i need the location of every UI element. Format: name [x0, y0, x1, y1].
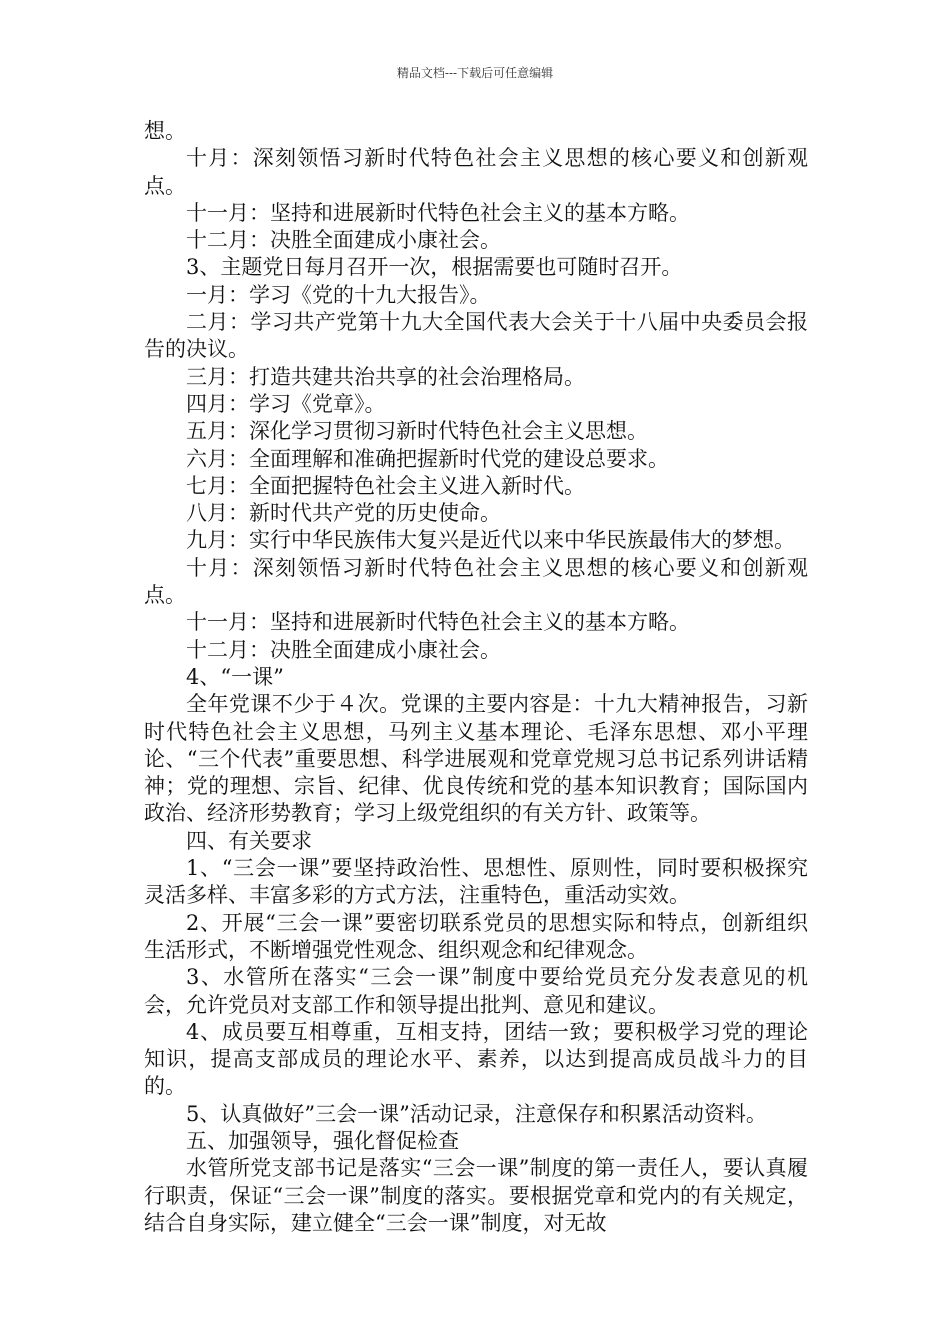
paragraph: 全年党课不少于４次。党课的主要内容是：十九大精神报告，习新时代特色社会主义思想，马列主义基本理论、毛泽东思想、邓小平理论、“三个代表”重要思想、科学进展观和党章党规习总书记系列讲话精神；党的理想、宗旨、纪律、优良传统和党的基本知识教育；国际国内政治、经济形势教育；学习上级党组织的有关方针、政策等。	[144, 692, 808, 826]
paragraph: 四、有关要求	[186, 828, 312, 853]
paragraph: 十月：深刻领悟习新时代特色社会主义思想的核心要义和创新观点。	[144, 555, 808, 608]
paragraph: 七月：全面把握特色社会主义进入新时代。	[186, 473, 585, 498]
paragraph: 十二月：决胜全面建成小康社会。	[186, 228, 501, 253]
paragraph: 3、主题党日每月召开一次，根据需要也可随时召开。	[186, 255, 683, 280]
paragraph: 4、成员要互相尊重，互相支持，团结一致；要积极学习党的理论知识，提高支部成员的理论水平、素养，以达到提高成员战斗力的目的。	[144, 1019, 808, 1099]
paragraph: 五月：深化学习贯彻习新时代特色社会主义思想。	[186, 419, 648, 444]
paragraph: 水管所党支部书记是落实“三会一课”制度的第一责任人，要认真履行职责，保证“三会一课”制度的落实。要根据党章和党内的有关规定，结合自身实际，建立健全“三会一课”制度，对无故	[144, 1156, 808, 1235]
document-body	[144, 118, 808, 1237]
paragraph: 想。	[144, 119, 186, 143]
paragraph: 十一月：坚持和进展新时代特色社会主义的基本方略。	[186, 610, 690, 635]
paragraph: 九月：实行中华民族伟大复兴是近代以来中华民族最伟大的梦想。	[186, 528, 795, 553]
paragraph: 4、“一课”	[186, 664, 284, 689]
paragraph: 十月：深刻领悟习新时代特色社会主义思想的核心要义和创新观点。	[144, 146, 808, 198]
paragraph: 二月：学习共产党第十九大全国代表大会关于十八届中央委员会报告的决议。	[144, 310, 808, 362]
paragraph: 一月：学习《党的十九大报告》。	[186, 282, 491, 307]
paragraph: 3、水管所在落实“三会一课”制度中要给党员充分发表意见的机会，允许党员对支部工作和领导提出批判、意见和建议。	[144, 965, 808, 1017]
paragraph: 5、认真做好”三会一课”活动记录，注意保存和积累活动资料。	[186, 1101, 767, 1126]
paragraph: 十一月：坚持和进展新时代特色社会主义的基本方略。	[186, 200, 690, 225]
paragraph: 1、“三会一课”要坚持政治性、思想性、原则性，同时要积极探究灵活多样、丰富多彩的方式方法，注重特色，重活动实效。	[144, 856, 808, 908]
paragraph: 十二月：决胜全面建成小康社会。	[186, 637, 501, 662]
page-header: 精品文档---下载后可任意编辑	[396, 66, 554, 80]
paragraph: 三月：打造共建共治共享的社会治理格局。	[186, 364, 585, 389]
paragraph: 四月：学习《党章》。	[186, 391, 386, 416]
paragraph: 八月：新时代共产党的历史使命。	[186, 501, 501, 526]
paragraph: 2、开展“三会一课”要密切联系党员的思想实际和特点，创新组织生活形式，不断增强党性观念、组织观念和纪律观念。	[144, 910, 808, 962]
paragraph: 五、加强领导，强化督促检查	[186, 1128, 459, 1153]
paragraph: 六月：全面理解和准确把握新时代党的建设总要求。	[186, 446, 669, 471]
